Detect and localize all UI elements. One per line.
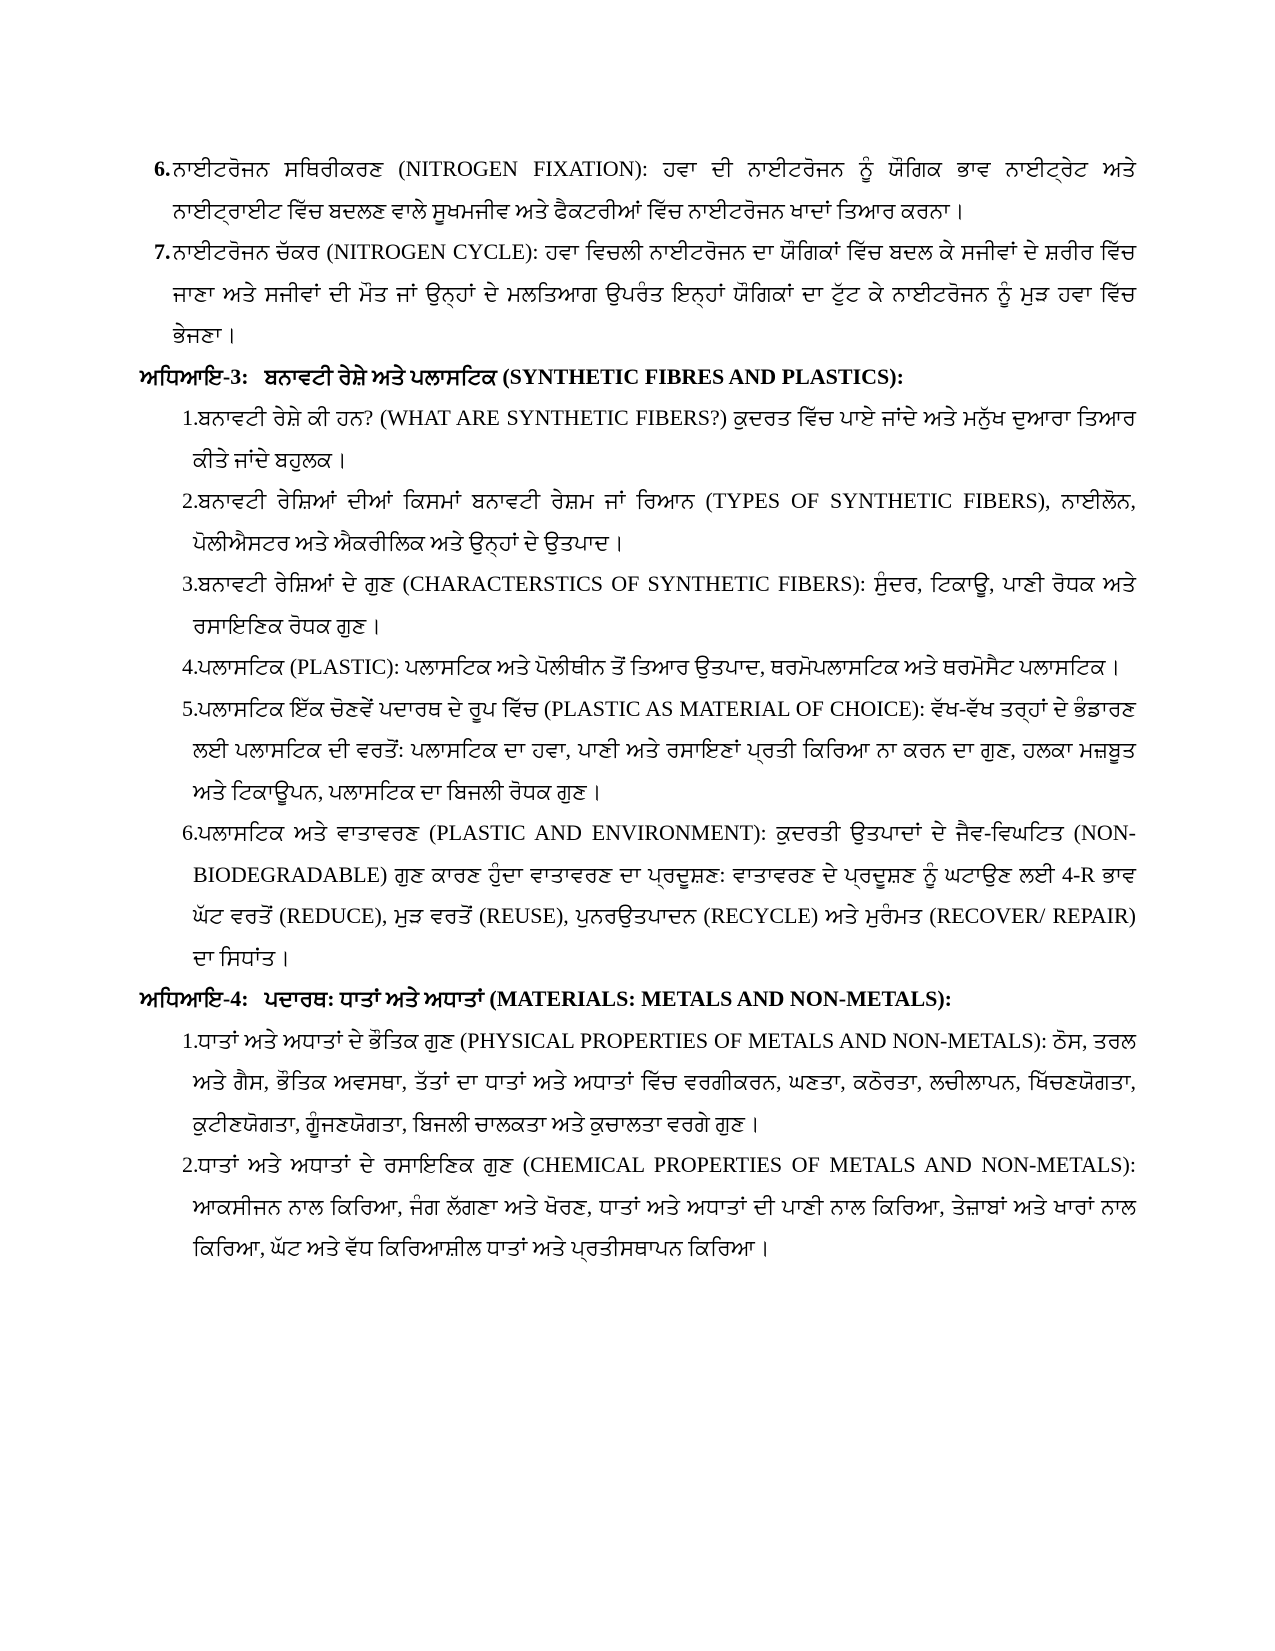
list-item (140, 563, 1136, 646)
item-number: 6. (154, 156, 171, 181)
section-heading-chapter-3 (140, 356, 1136, 398)
chapter-label: ਅਧਿਆਇ-3: (140, 363, 249, 389)
list-item (140, 480, 1136, 563)
list-item-nitrogen-fixation (140, 148, 1136, 231)
list-item (140, 688, 1136, 813)
item-number: 2. (182, 1152, 199, 1177)
item-number: 1. (182, 405, 199, 430)
item-text: ਪਲਾਸਟਿਕ ਅਤੇ ਵਾਤਾਵਰਣ (PLASTIC AND ENVIRONMENT): ਕੁਦਰਤੀ ਉਤਪਾਦਾਂ ਦੇ ਜੈਵ-ਵਿਘਟਿਤ (NON-BIODEGRADABLE) ਗੁਣ ਕਾਰਣ ਹੁੰਦਾ ਵਾਤਾਵਰਣ ਦਾ ਪ੍ਰਦੂਸ਼ਣ: ਵਾਤਾਵਰਣ ਦੇ ਪ੍ਰਦੂਸ਼ਣ ਨੂੰ ਘਟਾਉਣ ਲਈ 4-R ਭਾਵ ਘੱਟ ਵਰਤੋਂ (REDUCE), ਮੁੜ ਵਰਤੋਂ (REUSE), ਪੁਨਰਉਤਪਾਦਨ (RECYCLE) ਅਤੇ ਮੁਰੰਮਤ (RECOVER/ REPAIR) ਦਾ ਸਿਧਾਂਤ। (193, 820, 1136, 970)
item-text: ਨਾਈਟਰੋਜਨ ਚੱਕਰ (NITROGEN CYCLE): ਹਵਾ ਵਿਚਲੀ ਨਾਈਟਰੋਜਨ ਦਾ ਯੌਗਿਕਾਂ ਵਿੱਚ ਬਦਲ ਕੇ ਸਜੀਵਾਂ ਦੇ ਸ਼ਰੀਰ ਵਿੱਚ ਜਾਣਾ ਅਤੇ ਸਜੀਵਾਂ ਦੀ ਮੌਤ ਜਾਂ ਉਨ੍ਹਾਂ ਦੇ ਮਲਤਿਆਗ ਉਪਰੰਤ ਇਨ੍ਹਾਂ ਯੌਗਿਕਾਂ ਦਾ ਟੁੱਟ ਕੇ ਨਾਈਟਰੋਜਨ ਨੂੰ ਮੁੜ ਹਵਾ ਵਿੱਚ ਭੇਜਣਾ। (173, 239, 1136, 347)
item-text: ਨਾਈਟਰੋਜਨ ਸਥਿਰੀਕਰਣ (NITROGEN FIXATION): ਹਵਾ ਦੀ ਨਾਈਟਰੋਜਨ ਨੂੰ ਯੌਗਿਕ ਭਾਵ ਨਾਈਟ੍ਰੇਟ ਅਤੇ ਨਾਈਟ੍ਰਾਈਟ ਵਿੱਚ ਬਦਲਣ ਵਾਲੇ ਸੂਖਮਜੀਵ ਅਤੇ ਫੈਕਟਰੀਆਂ ਵਿੱਚ ਨਾਈਟਰੋਜਨ ਖਾਦਾਂ ਤਿਆਰ ਕਰਨਾ। (173, 156, 1136, 223)
item-number: 1. (182, 1027, 199, 1053)
list-item (140, 646, 1136, 688)
chapter-title: ਪਦਾਰਥ: ਧਾਤਾਂ ਅਤੇ ਅਧਾਤਾਂ (MATERIALS: METALS AND NON-METALS): (264, 986, 953, 1011)
section-heading-chapter-4 (140, 978, 1136, 1020)
chapter-title: ਬਨਾਵਟੀ ਰੇਸ਼ੇ ਅਤੇ ਪਲਾਸਟਿਕ (SYNTHETIC FIBRES AND PLASTICS): (264, 363, 904, 389)
item-number: 5. (182, 695, 199, 721)
document-content (140, 148, 1136, 1269)
list-item (140, 397, 1136, 480)
list-item (140, 812, 1136, 978)
chapter-label: ਅਧਿਆਇ-4: (140, 986, 249, 1011)
item-number: 4. (182, 654, 199, 679)
item-number: 2. (182, 488, 199, 513)
item-number: 6. (182, 820, 199, 845)
item-text: ਪਲਾਸਟਿਕ (PLASTIC): ਪਲਾਸਟਿਕ ਅਤੇ ਪੋਲੀਥੀਨ ਤੋਂ ਤਿਆਰ ਉਤਪਾਦ, ਥਰਮੋਪਲਾਸਟਿਕ ਅਤੇ ਥਰਮੋਸੈਟ ਪਲਾਸਟਿਕ। (198, 654, 1121, 679)
item-number: 7. (154, 239, 171, 264)
list-item (140, 1144, 1136, 1269)
list-item (140, 1020, 1136, 1145)
item-text: ਧਾਤਾਂ ਅਤੇ ਅਧਾਤਾਂ ਦੇ ਭੌਤਿਕ ਗੁਣ (PHYSICAL PROPERTIES OF METALS AND NON-METALS): ਠੋਸ, ਤਰਲ ਅਤੇ ਗੈਸ, ਭੌਤਿਕ ਅਵਸਥਾ, ਤੱਤਾਂ ਦਾ ਧਾਤਾਂ ਅਤੇ ਅਧਾਤਾਂ ਵਿੱਚ ਵਰਗੀਕਰਨ, ਘਣਤਾ, ਕਠੋਰਤਾ, ਲਚੀਲਾਪਨ, ਖਿੱਚਣਯੋਗਤਾ, ਕੁਟੀਣਯੋਗਤਾ, ਗੂੰਜਣਯੋਗਤਾ, ਬਿਜਲੀ ਚਾਲਕਤਾ ਅਤੇ ਕੁਚਾਲਤਾ ਵਰਗੇ ਗੁਣ। (193, 1027, 1136, 1136)
item-text: ਬਨਾਵਟੀ ਰੇਸ਼ਿਆਂ ਦੀਆਂ ਕਿਸਮਾਂ ਬਨਾਵਟੀ ਰੇਸ਼ਮ ਜਾਂ ਰਿਆਨ (TYPES OF SYNTHETIC FIBERS), ਨਾਈਲੋਨ, ਪੋਲੀਐਸਟਰ ਅਤੇ ਐਕਰੀਲਿਕ ਅਤੇ ਉਨ੍ਹਾਂ ਦੇ ਉਤਪਾਦ। (193, 488, 1136, 555)
item-text: ਧਾਤਾਂ ਅਤੇ ਅਧਾਤਾਂ ਦੇ ਰਸਾਇਣਿਕ ਗੁਣ (CHEMICAL PROPERTIES OF METALS AND NON-METALS): ਆਕਸੀਜਨ ਨਾਲ ਕਿਰਿਆ, ਜੰਗ ਲੱਗਣਾ ਅਤੇ ਖੋਰਣ, ਧਾਤਾਂ ਅਤੇ ਅਧਾਤਾਂ ਦੀ ਪਾਣੀ ਨਾਲ ਕਿਰਿਆ, ਤੇਜ਼ਾਬਾਂ ਅਤੇ ਖਾਰਾਂ ਨਾਲ ਕਿਰਿਆ, ਘੱਟ ਅਤੇ ਵੱਧ ਕਿਰਿਆਸ਼ੀਲ ਧਾਤਾਂ ਅਤੇ ਪ੍ਰਤੀਸਥਾਪਨ ਕਿਰਿਆ। (193, 1152, 1136, 1260)
item-text: ਬਨਾਵਟੀ ਰੇਸ਼ੇ ਕੀ ਹਨ? (WHAT ARE SYNTHETIC FIBERS?) ਕੁਦਰਤ ਵਿੱਚ ਪਾਏ ਜਾਂਦੇ ਅਤੇ ਮਨੁੱਖ ਦੁਆਰਾ ਤਿਆਰ ਕੀਤੇ ਜਾਂਦੇ ਬਹੁਲਕ। (193, 405, 1136, 472)
item-text: ਪਲਾਸਟਿਕ ਇੱਕ ਚੋਣਵੇਂ ਪਦਾਰਥ ਦੇ ਰੂਪ ਵਿੱਚ (PLASTIC AS MATERIAL OF CHOICE): ਵੱਖ-ਵੱਖ ਤਰ੍ਹਾਂ ਦੇ ਭੰਡਾਰਣ ਲਈ ਪਲਾਸਟਿਕ ਦੀ ਵਰਤੋਂ: ਪਲਾਸਟਿਕ ਦਾ ਹਵਾ, ਪਾਣੀ ਅਤੇ ਰਸਾਇਣਾਂ ਪ੍ਰਤੀ ਕਿਰਿਆ ਨਾ ਕਰਨ ਦਾ ਗੁਣ, ਹਲਕਾ ਮਜ਼ਬੂਤ ਅਤੇ ਟਿਕਾਊਪਨ, ਪਲਾਸਟਿਕ ਦਾ ਬਿਜਲੀ ਰੋਧਕ ਗੁਣ। (193, 695, 1136, 804)
item-number: 3. (182, 571, 199, 596)
list-item-nitrogen-cycle (140, 231, 1136, 356)
item-text: ਬਨਾਵਟੀ ਰੇਸ਼ਿਆਂ ਦੇ ਗੁਣ (CHARACTERSTICS OF SYNTHETIC FIBERS): ਸੁੰਦਰ, ਟਿਕਾਊ, ਪਾਣੀ ਰੋਧਕ ਅਤੇ ਰਸਾਇਣਿਕ ਰੋਧਕ ਗੁਣ। (193, 571, 1136, 638)
